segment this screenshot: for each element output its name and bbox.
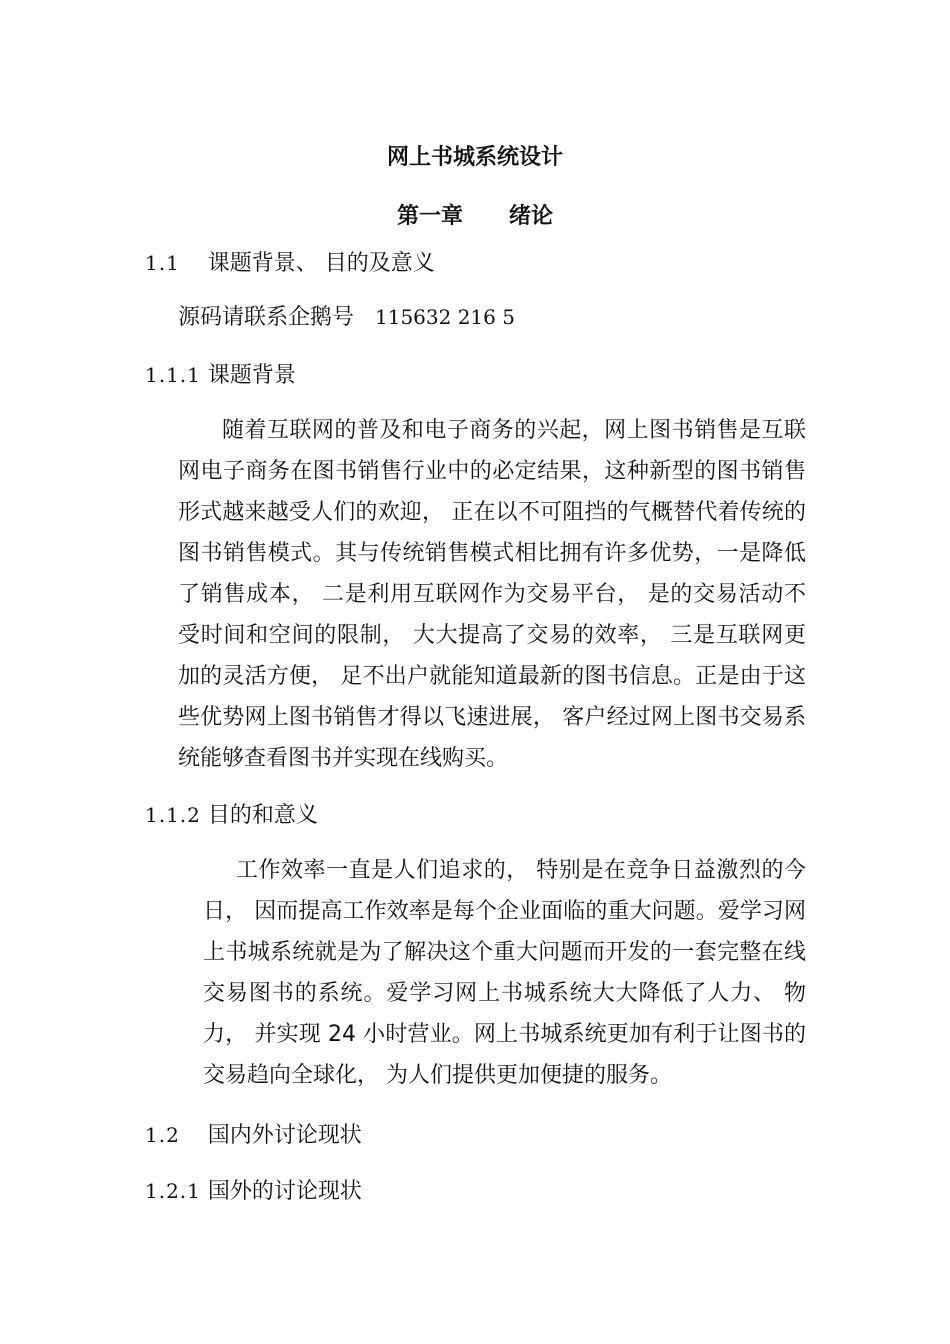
section-number: 1.1 [145, 251, 180, 275]
section-title: 国内外讨论现状 [207, 1123, 362, 1148]
section-heading-1-1 [145, 246, 435, 277]
note-text: 源码请联系企鹅号 [178, 305, 355, 330]
section-number: 1.2 [145, 1123, 180, 1147]
section-title: 课题背景 [207, 363, 296, 388]
section-heading-1-2-1 [145, 1174, 362, 1205]
section-title: 目的和意义 [207, 803, 318, 828]
chapter-heading: 第一章 绪论 [397, 204, 553, 229]
section-heading-1-1-1 [145, 358, 296, 389]
section-number: 1.1.1 [145, 363, 201, 387]
document-title: 网上书城系统设计 [386, 145, 563, 170]
section-number: 1.1.2 [145, 803, 201, 827]
source-code-note [178, 300, 515, 331]
body-paragraph-purpose: 工作效率一直是人们追求的， 特别是在竞争日益激烈的今日， 因而提高工作效率是每个企业面临的重大问题。爱学习网上书城系统就是为了解决这个重大问题而开发的一套完整在线交易图书的系统。爱学习网上书城系统大大降低了人力、 物力， 并实现 24 小时营业。网上书城系统更加有利于让图书的交易趋向全球化， 为人们提供更加便捷的服务。 [203, 858, 806, 1088]
body-paragraph-background: 随着互联网的普及和电子商务的兴起，网上图书销售是互联网电子商务在图书销售行业中的必定结果，这种新型的图书销售形式越来越受人们的欢迎， 正在以不可阻挡的气概替代着传统的图书销售模式。其与传统销售模式相比拥有许多优势，一是降低了销售成本， 二是利用互联网作为交易平台， 是的交易活动不受时间和空间的限制， 大大提高了交易的效率， 三是互联网更加的灵活方便， 足不出户就能知道最新的图书信息。正是由于这些优势网上图书销售才得以飞速进展， 客户经过网上图书交易系统能够查看图书并实现在线购买。 [178, 418, 806, 771]
note-number: 115632 216 5 [375, 305, 515, 329]
section-heading-1-1-2 [145, 798, 318, 829]
section-title: 课题背景、 目的及意义 [207, 251, 435, 276]
section-number: 1.2.1 [145, 1179, 201, 1203]
section-title: 国外的讨论现状 [207, 1179, 362, 1204]
section-heading-1-2 [145, 1118, 362, 1149]
